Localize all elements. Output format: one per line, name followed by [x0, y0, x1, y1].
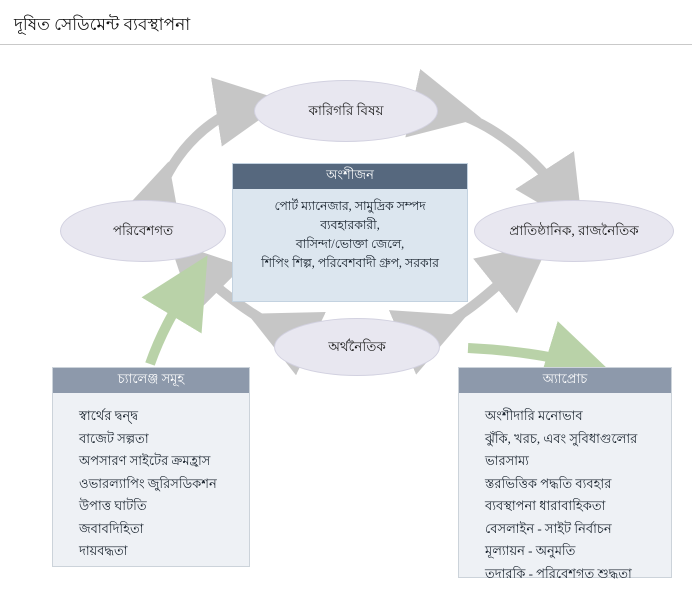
- list-item: উপাত্ত ঘাটতি: [79, 498, 147, 513]
- node-environmental: [60, 200, 226, 262]
- node-technical-label: কারিগরি বিষয়: [308, 102, 384, 118]
- list-item: ঝুঁকি, খরচ, এবং সুবিধাগুলোর: [485, 430, 638, 446]
- stakeholder-line: পোর্ট ম্যানেজার, সামুদ্রিক সম্পদ: [274, 199, 426, 213]
- list-item: অংশীদারি মনোভাব: [485, 408, 583, 423]
- list-item: মূল্যায়ন - অনুমতি: [485, 543, 576, 558]
- approach-list: [459, 393, 671, 585]
- arrow-challenges-environmental: [150, 288, 188, 364]
- list-item: স্বার্থের দ্বন্দ্ব: [79, 408, 138, 423]
- list-item: দায়বদ্ধতা: [79, 543, 128, 558]
- list-item: ওভারল্যাপিং জুরিসডিকশন: [79, 475, 217, 491]
- challenges-panel: [52, 367, 250, 567]
- page-title: দূষিত সেডিমেন্ট ব্যবস্থাপনা: [14, 15, 191, 34]
- node-institutional: [474, 200, 674, 262]
- challenges-header: চ্যালেঞ্জ সমূহ: [53, 368, 249, 393]
- stakeholder-line: শিপিং শিল্প, পরিবেশবাদী গ্রুপ, সরকার: [261, 256, 439, 270]
- node-economic: [274, 318, 440, 376]
- challenges-list: [53, 393, 249, 563]
- list-item: বাজেট সল্পতা: [79, 430, 149, 446]
- node-institutional-label: প্রাতিষ্ঠানিক, রাজনৈতিক: [509, 222, 639, 238]
- stakeholder-line: বাসিন্দা/ভোক্তা জেলে,: [295, 237, 405, 251]
- arrow-economic-approach: [468, 348, 578, 364]
- list-item: জবাবদিহিতা: [79, 520, 144, 536]
- node-economic-label: অর্থনৈতিক: [328, 338, 386, 354]
- list-item: বেসলাইন - সাইট নির্বাচন: [485, 520, 612, 536]
- list-item: অপসারণ সাইটের ক্রমহ্রাস: [79, 453, 211, 468]
- list-item: তদারকি - পরিবেশগত শুদ্ধতা: [485, 565, 632, 581]
- node-environmental-label: পরিবেশগত: [112, 222, 174, 238]
- stakeholder-body: [233, 189, 467, 273]
- stakeholder-box: [232, 163, 468, 302]
- approach-header: অ্যাপ্রোচ: [459, 368, 671, 393]
- stakeholder-line: ব্যবহারকারী,: [320, 218, 380, 232]
- stakeholder-header: অংশীজন: [233, 164, 467, 189]
- list-item: ভারসাম্য: [485, 453, 529, 468]
- list-item: স্তরভিত্তিক পদ্ধতি ব্যবহার: [485, 475, 612, 491]
- node-technical: [254, 80, 438, 142]
- approach-panel: [458, 367, 672, 581]
- list-item: ব্যবস্থাপনা ধারাবাহিকতা: [485, 498, 606, 513]
